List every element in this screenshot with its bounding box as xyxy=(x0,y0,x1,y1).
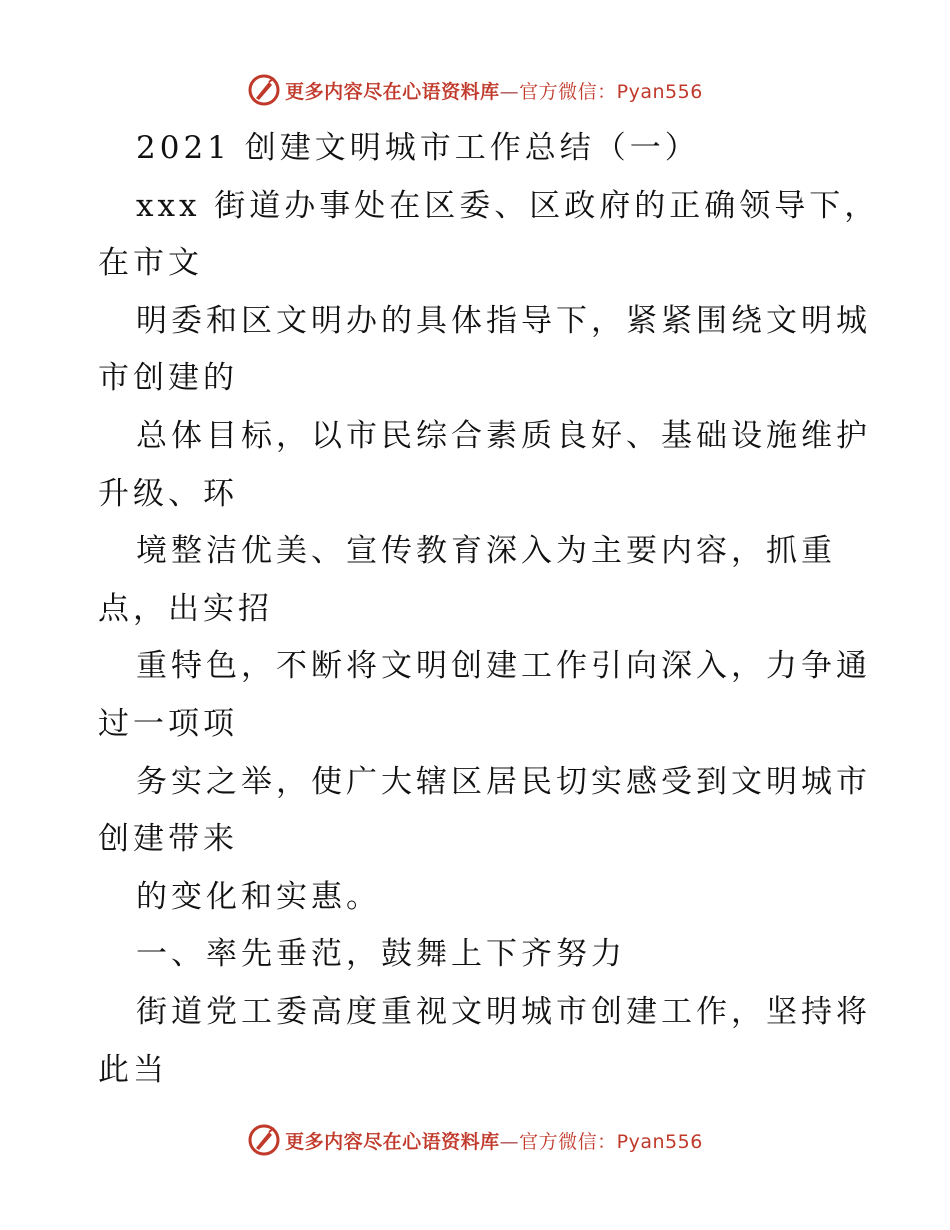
text-line: xxx 街道办事处在区委、区政府的正确领导下， xyxy=(136,187,880,224)
document-title: 2021 创建文明城市工作总结（一） xyxy=(136,130,700,166)
banner-site-text: 更多内容尽在心语资料库 xyxy=(285,80,500,103)
text-line: 过一项项 xyxy=(98,705,238,742)
footer-banner xyxy=(0,1120,950,1160)
text-line: 升级、环 xyxy=(98,475,238,512)
quill-seal-icon xyxy=(247,73,281,107)
banner-dash: — xyxy=(499,1130,520,1153)
quill-seal-icon xyxy=(247,1123,281,1157)
text-line: 重特色，不断将文明创建工作引向深入，力争通 xyxy=(136,648,871,685)
banner-wechat-text: 官方微信：Pyan556 xyxy=(519,1130,703,1153)
text-line: 在市文 xyxy=(98,245,203,282)
banner-wechat-text: 官方微信：Pyan556 xyxy=(519,80,703,103)
section-heading: 一、率先垂范，鼓舞上下齐努力 xyxy=(136,936,626,973)
banner-dash: — xyxy=(499,80,520,103)
text-line: 的变化和实惠。 xyxy=(136,878,381,915)
banner-text xyxy=(285,77,703,104)
text-line: 此当 xyxy=(98,1051,168,1088)
text-line: 明委和区文明办的具体指导下，紧紧围绕文明城 xyxy=(136,302,871,339)
banner-site-text: 更多内容尽在心语资料库 xyxy=(285,1130,500,1153)
text-line: 市创建的 xyxy=(98,360,238,397)
text-line: 总体目标，以市民综合素质良好、基础设施维护 xyxy=(136,417,871,454)
text-line: 创建带来 xyxy=(98,821,238,858)
text-line: 点，出实招 xyxy=(98,590,273,627)
text-line: 务实之举，使广大辖区居民切实感受到文明城市 xyxy=(136,763,871,800)
header-banner xyxy=(0,70,950,110)
banner-text xyxy=(285,1127,703,1154)
text-line: 街道党工委高度重视文明城市创建工作，坚持将 xyxy=(136,993,871,1030)
document-body xyxy=(98,120,880,1099)
text-line: 境整洁优美、宣传教育深入为主要内容，抓重 xyxy=(136,533,836,570)
